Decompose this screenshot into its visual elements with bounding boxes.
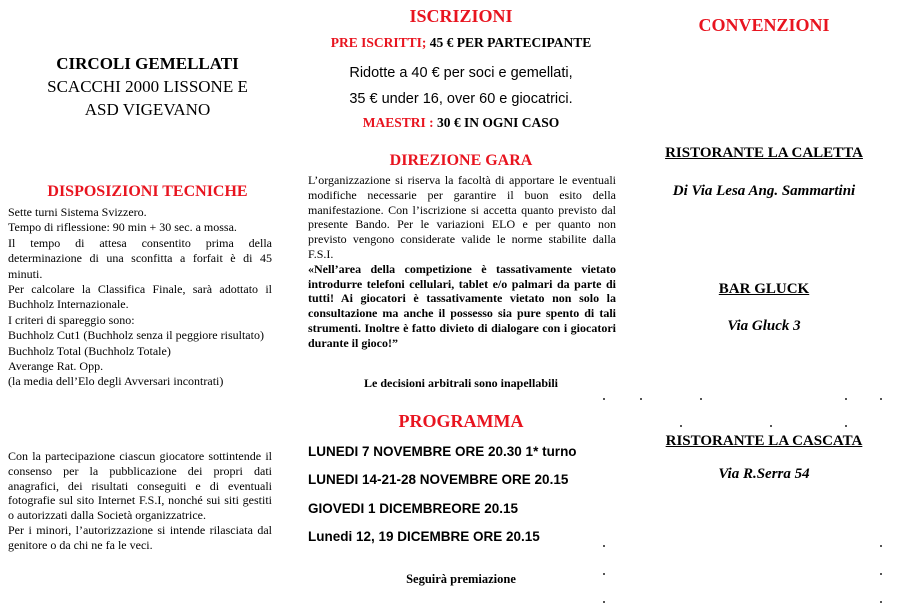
program-heading: PROGRAMMA: [398, 411, 524, 431]
masters-value: 30 € IN OGNI CASO: [433, 115, 560, 130]
masters-fee: [300, 115, 622, 131]
reduced-fees: [300, 60, 622, 112]
technical-rules-body: [8, 205, 272, 390]
decorative-dot: [603, 398, 605, 400]
tech-line: I criteri di spareggio sono:: [8, 312, 135, 327]
tech-line: Per calcolare la Classifica Finale, sarà adottato il Buchholz Internazionale.: [8, 282, 272, 312]
preregistration-value: 45 € PER PARTECIPANTE: [426, 35, 592, 50]
decorative-dot: [603, 573, 605, 575]
decorative-dot: [603, 545, 605, 547]
preregistration-label: PRE ISCRITTI;: [330, 35, 427, 50]
tech-line: Averange Rat. Opp.: [8, 359, 104, 374]
tech-line: Il tempo di attesa consentito prima della determinazione di una sconfitta a forfait è di 45 minuti.: [8, 235, 272, 281]
tech-line: Buchholz Total (Buchholz Totale): [8, 343, 171, 358]
preregistration-fee: [300, 35, 622, 51]
venue-name: RISTORANTE LA CASCATA: [665, 433, 863, 449]
registration-heading: ISCRIZIONI: [409, 6, 513, 26]
decorative-dot: [700, 398, 702, 400]
arbiter-decisions: Le decisioni arbitrali sono inapellabili: [363, 376, 559, 390]
clubs-title: [20, 52, 275, 121]
tech-line: Tempo di riflessione: 90 min + 30 sec. a mossa.: [8, 220, 237, 235]
direction-body: [308, 173, 616, 351]
reduced-fee-line: 35 € under 16, over 60 e giocatrici.: [349, 91, 573, 107]
agreements-heading: CONVENZIONI: [698, 15, 830, 35]
technical-rules-heading: DISPOSIZIONI TECNICHE: [47, 183, 248, 200]
venue-name: BAR GLUCK: [718, 281, 810, 297]
tech-line: Sette turni Sistema Svizzero.: [8, 205, 147, 219]
device-ban-text: «Nell’area della competizione è tassativamente vietato introdurre telefoni cellulari, tablet e/o palmari da parte di tutti! Ai giocatori è tassativamente vietato non solo la consultazione ma anche il possesso sia pure spento di tali strumenti. Inoltre è fatto divieto di dialogare con i giocatori durante il gioco!”: [308, 261, 616, 350]
decorative-dot: [880, 545, 882, 547]
reduced-fee-line: Ridotte a 40 € per soci e gemellati,: [349, 65, 573, 81]
decorative-dot: [770, 425, 772, 427]
middle-column: [300, 0, 622, 609]
program-item: LUNEDI 7 NOVEMBRE ORE 20.30 1* turno: [308, 444, 577, 459]
venue-address: Di Via Lesa Ang. Sammartini: [672, 183, 856, 199]
decorative-dot: [845, 425, 847, 427]
privacy-paragraph: Per i minori, l’autorizzazione si intende rilasciata dal genitore o da chi ne fa le veci.: [8, 522, 272, 552]
decorative-dot: [680, 425, 682, 427]
awards-note: Seguirà premiazione: [406, 572, 516, 586]
decorative-dot: [880, 398, 882, 400]
tech-line: (la media dell’Elo degli Avversari incontrati): [8, 374, 224, 389]
decorative-dot: [603, 601, 605, 603]
masters-label: MAESTRI :: [362, 115, 434, 130]
right-column: [630, 0, 898, 609]
direction-text: L’organizzazione si riserva la facoltà di apportare le eventuali modifiche necessarie per garantire il buon esito della manifestazione. Con l’iscrizione si accetta quanto previsto dal presente Bando. Per le variazioni ELO e per quanto non previsto vengono considerate valide le norme stabilite dalla F.S.I.: [308, 173, 616, 261]
decorative-dot: [640, 398, 642, 400]
program-item: Lunedi 12, 19 DICEMBRE ORE 20.15: [308, 529, 540, 544]
program-item: LUNEDI 14-21-28 NOVEMBRE ORE 20.15: [308, 472, 569, 487]
privacy-notice: [8, 449, 272, 553]
decorative-dot: [880, 601, 882, 603]
clubs-title-line3: ASD VIGEVANO: [84, 100, 211, 119]
privacy-paragraph: Con la partecipazione ciascun giocatore sottintende il consenso per la pubblicazione dei propri dati anagrafici, dei risultati conseguiti e di eventuali fotografie sul sito Internet F.S.I, nonché sui siti gestiti o autorizzati dalla Società organizzatrice.: [8, 449, 272, 523]
program-item: GIOVEDI 1 DICEMBREORE 20.15: [308, 501, 519, 516]
left-column: [0, 0, 285, 609]
venue-address: Via Gluck 3: [727, 318, 801, 334]
clubs-title-line1: CIRCOLI GEMELLATI: [56, 54, 239, 73]
decorative-dot: [880, 573, 882, 575]
venue-name: RISTORANTE LA CALETTA: [665, 145, 863, 161]
direction-heading: DIREZIONE GARA: [389, 152, 533, 169]
tech-line: Buchholz Cut1 (Buchholz senza il peggiore risultato): [8, 328, 264, 343]
venue-address: Via R.Serra 54: [718, 466, 810, 482]
decorative-dot: [845, 398, 847, 400]
clubs-title-line2: SCACCHI 2000 LISSONE E: [47, 77, 248, 96]
